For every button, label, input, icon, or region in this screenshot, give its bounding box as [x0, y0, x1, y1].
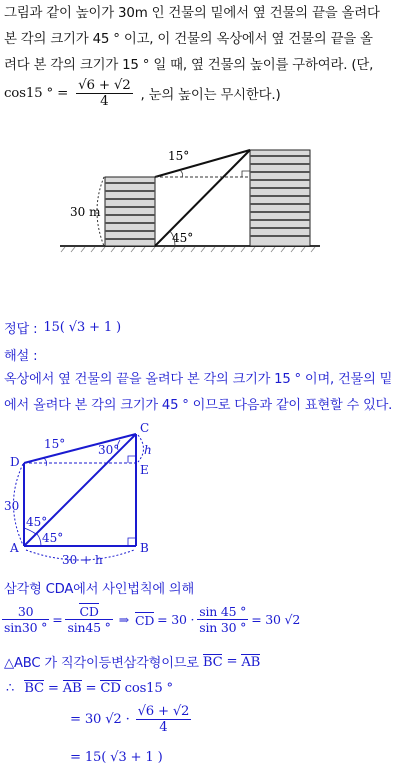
step2-eq: = — [226, 654, 238, 669]
step4-den: 4 — [159, 720, 168, 735]
step4-fraction — [136, 704, 192, 735]
step2-row — [4, 652, 260, 671]
step3-row: ∴ BC = AB = CD cos15 ° — [6, 680, 173, 696]
problem-tail: , 눈의 높이는 무시한다.) — [140, 88, 281, 103]
solution-line-2: 에서 올려다 본 각의 크기가 45 ° 이므로 다음과 같이 표현할 수 있다. — [4, 398, 393, 413]
label-angle-45-a: 45° — [26, 515, 48, 529]
answer-row — [4, 318, 121, 337]
vertex-E: E — [140, 463, 149, 477]
step2-ab: AB — [241, 654, 261, 670]
left-building — [105, 177, 155, 246]
cos-fraction — [76, 78, 132, 109]
step4-row — [70, 704, 191, 735]
problem-line-2: 본 각의 크기가 45 ° 이고, 이 건물의 옥상에서 옆 건물의 끝을 올 — [4, 32, 373, 47]
step1-f3-den: sin 30 ° — [199, 620, 247, 635]
step1-f2-num: CD — [79, 604, 99, 619]
right-building — [250, 150, 310, 246]
answer-label: 정답 : — [4, 322, 38, 337]
step1-f1-num: 30 — [2, 604, 49, 620]
step1-fraction-1 — [2, 604, 49, 635]
step1-arrow: ⇒ — [118, 612, 129, 627]
vertex-D: D — [10, 455, 20, 469]
vertex-C: C — [140, 421, 150, 435]
step1-cd: CD — [134, 612, 155, 628]
label-h: h — [144, 443, 152, 457]
step1-fraction-3 — [197, 604, 248, 635]
cos-numerator: √6 + √2 — [78, 78, 131, 93]
cos-lhs: cos15 ° = — [4, 86, 69, 101]
cos-denominator: 4 — [100, 94, 109, 109]
height-label: 30 m — [70, 205, 101, 219]
step1-result: = 30 √2 — [251, 612, 301, 627]
solution-label: 해설 : — [4, 349, 38, 364]
building-figure — [60, 140, 320, 260]
step1-fraction-2 — [65, 604, 112, 635]
step1-equation: $\frac{30}{\sin 30 ^\circ}$ = $\frac{CD}{\sin 45 ^\circ}$ ⇒ CD = 30 · $\frac{\sin 45 ^\circ}{\sin 30 ^\circ}$ = 30 √2 — [4, 604, 301, 635]
label-angle-45-b: 45° — [42, 531, 64, 545]
step2-bc: BC — [202, 654, 223, 670]
angle-label-45: 45° — [172, 231, 194, 245]
step5-row: = 15( √3 + 1 ) — [70, 750, 163, 765]
right-angle-mark — [242, 171, 250, 177]
vertex-B: B — [140, 541, 149, 555]
step4-lhs: = 30 √2 · — [70, 712, 130, 727]
problem-line-1: 그림과 같이 높이가 30m 인 건물의 밑에서 옆 건물의 끝을 올려다 — [4, 6, 380, 21]
step3-cd: CD — [100, 681, 121, 696]
step1-f1-den: sin30 ° — [4, 620, 48, 635]
triangle-figure — [4, 418, 164, 568]
step4-num: √6 + √2 — [137, 704, 190, 719]
vertex-A: A — [10, 541, 19, 555]
step3-bc: BC — [24, 681, 44, 696]
step1-title: 삼각형 CDA에서 사인법칙에 의해 — [4, 582, 194, 597]
ground-line — [60, 246, 320, 252]
step1-f2-den: sin45 ° — [67, 620, 111, 635]
step3-tail: cos15 ° — [124, 680, 173, 696]
problem-line-3: 려다 본 각의 크기가 15 ° 일 때, 옆 건물의 높이를 구하여라. (단, — [4, 58, 374, 73]
step2-text: △ABC 가 직각이등변삼각형이므로 — [4, 656, 199, 671]
angle-label-15: 15° — [168, 149, 190, 163]
step1-f3-num: sin 45 ° — [199, 604, 247, 619]
label-base: 30 + h — [62, 553, 103, 567]
step3-ab: AB — [62, 681, 82, 696]
angle-arc-15 — [180, 170, 183, 177]
label-angle-15: 15° — [44, 437, 66, 451]
step1-eq: = 30 · — [157, 612, 195, 627]
solution-line-1: 옥상에서 옆 건물의 끝을 올려다 본 각의 크기가 15 ° 이며, 건물의 밑 — [4, 372, 393, 387]
therefore-symbol: ∴ — [6, 680, 15, 696]
problem-line-4 — [4, 78, 280, 109]
label-angle-30: 30° — [98, 443, 120, 457]
label-side-30: 30 — [4, 499, 20, 513]
answer-value: 15( √3 + 1 ) — [43, 320, 121, 335]
